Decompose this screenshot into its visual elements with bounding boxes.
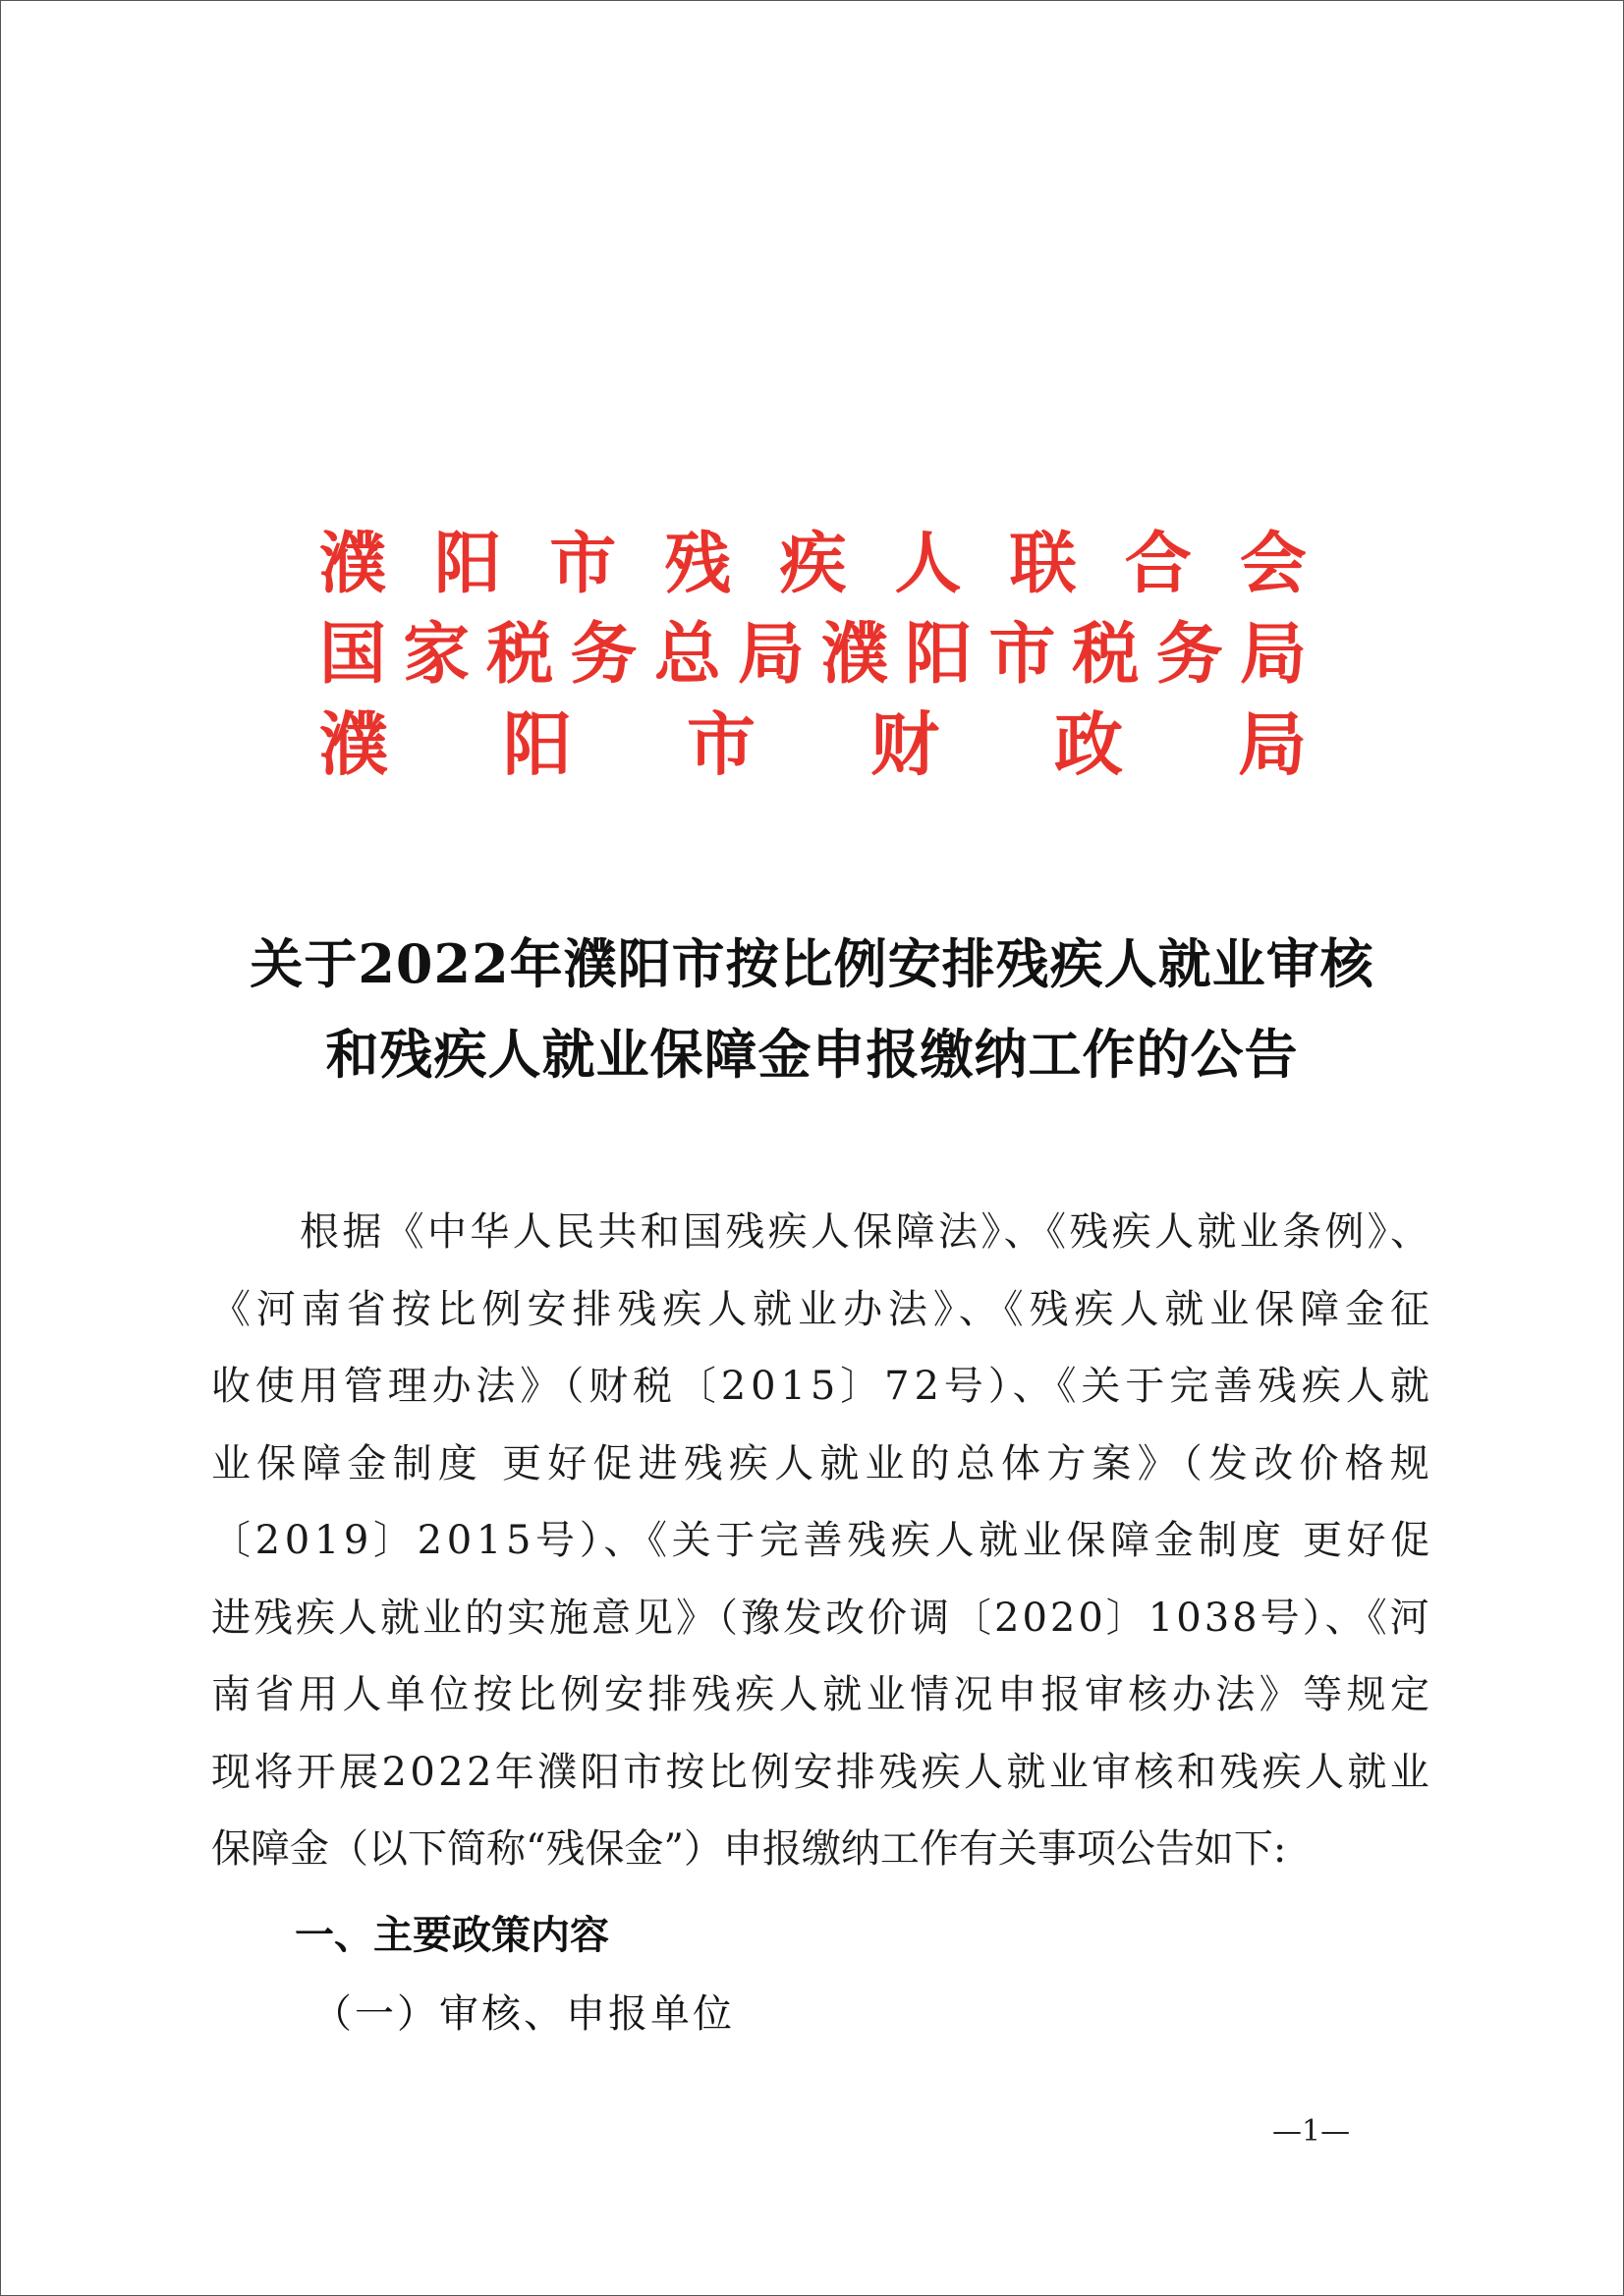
issuer-char: 人 xyxy=(894,525,962,603)
body-line-text: 保障金（以下简称“残保金”）申报缴纳工作有关事项公告如下: xyxy=(211,1826,1287,1872)
body-line xyxy=(211,1194,1433,1271)
issuer-char: 市 xyxy=(988,615,1056,694)
issuer-char: 局 xyxy=(1239,615,1307,694)
issuer-finance-bureau xyxy=(319,703,1307,785)
issuer-char: 联 xyxy=(1009,525,1077,603)
issuer-char: 残 xyxy=(664,525,732,603)
title-line-1: 关于2022年濮阳市按比例安排残疾人就业审核 xyxy=(250,932,1374,995)
page-number: —1— xyxy=(1272,2114,1351,2149)
body-line xyxy=(211,1271,1435,1349)
issuer-char: 局 xyxy=(737,615,805,694)
document-title xyxy=(157,919,1467,1099)
body-line-text: 〔2019〕2015号）、《关于完善残疾人就业保障金制度 更好促 xyxy=(211,1518,1434,1563)
subsection-heading-units: （一）审核、申报单位 xyxy=(312,1991,735,2037)
body-line xyxy=(211,1734,1433,1812)
body-line-text: 业保障金制度 更好促进残疾人就业的总体方案》（发改价格规 xyxy=(211,1440,1435,1486)
body-line xyxy=(211,1502,1434,1580)
issuer-char: 务 xyxy=(1155,615,1223,694)
issuer-tax-bureau xyxy=(319,616,1307,693)
issuer-char: 濮 xyxy=(821,615,889,694)
body-line-text: 收使用管理办法》（财税〔2015〕72号）、《关于完善残疾人就 xyxy=(211,1364,1434,1409)
issuer-char: 会 xyxy=(1239,525,1307,603)
issuer-char: 局 xyxy=(1238,703,1307,785)
body-line xyxy=(211,1580,1432,1657)
issuer-char: 濮 xyxy=(319,703,388,785)
body-line xyxy=(211,1811,1429,1888)
body-line-text: 根据《中华人民共和国残疾人保障法》、《残疾人就业条例》、 xyxy=(300,1209,1433,1255)
issuer-char: 阳 xyxy=(905,615,973,694)
issuer-char: 国 xyxy=(319,615,387,694)
issuer-char: 家 xyxy=(403,615,471,694)
body-paragraph xyxy=(211,1194,1435,1888)
issuer-char: 市 xyxy=(549,525,617,603)
body-line xyxy=(211,1426,1435,1503)
body-line-text: 南省用人单位按比例安排残疾人就业情况申报审核办法》等规定 xyxy=(211,1672,1434,1717)
issuer-char: 政 xyxy=(1054,703,1123,785)
issuer-disabled-persons-federation xyxy=(319,526,1307,602)
body-line-text: 《河南省按比例安排残疾人就业办法》、《残疾人就业保障金征 xyxy=(211,1286,1435,1332)
title-line-2: 和残疾人就业保障金申报缴纳工作的公告 xyxy=(325,1023,1299,1086)
body-line-text: 进残疾人就业的实施意见》（豫发改价调〔2020〕1038号）、《河 xyxy=(211,1595,1432,1641)
issuing-agencies-header xyxy=(319,526,1307,797)
issuer-char: 合 xyxy=(1124,525,1192,603)
issuer-char: 务 xyxy=(570,615,638,694)
body-line-text: 现将开展2022年濮阳市按比例安排残疾人就业审核和残疾人就业 xyxy=(211,1749,1433,1795)
issuer-char: 税 xyxy=(1072,615,1140,694)
issuer-char: 税 xyxy=(486,615,554,694)
section-heading-main-policy: 一、主要政策内容 xyxy=(295,1912,609,1958)
issuer-char: 阳 xyxy=(503,703,572,785)
issuer-char: 阳 xyxy=(434,525,502,603)
issuer-char: 财 xyxy=(870,703,939,785)
issuer-char: 市 xyxy=(687,703,756,785)
issuer-char: 疾 xyxy=(779,525,847,603)
body-line xyxy=(211,1656,1434,1734)
issuer-char: 总 xyxy=(653,615,721,694)
body-line xyxy=(211,1348,1434,1426)
issuer-char: 濮 xyxy=(319,525,387,603)
